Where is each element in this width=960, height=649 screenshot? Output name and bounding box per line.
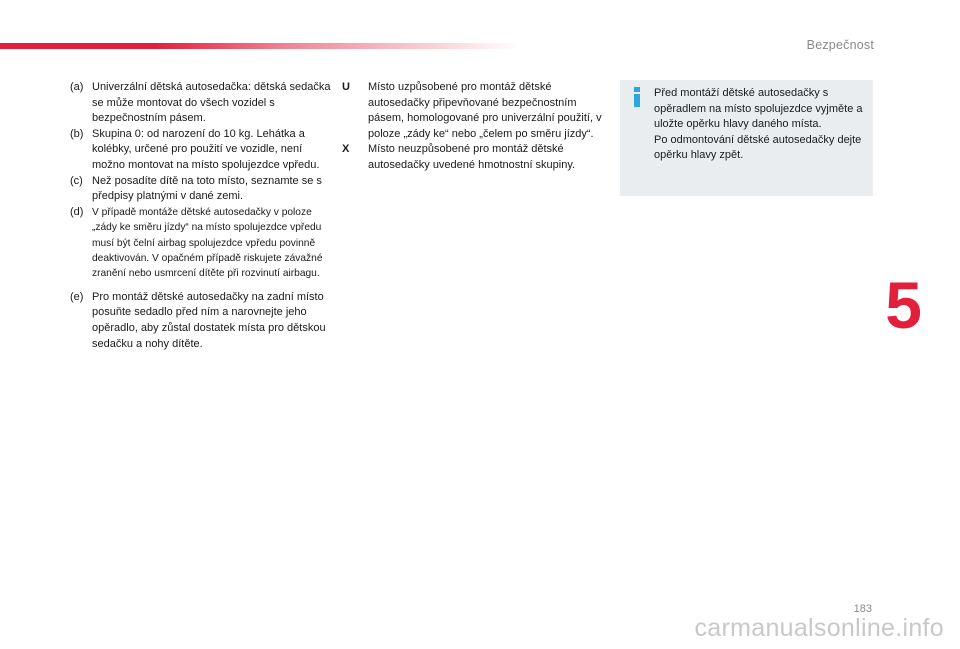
section-title: Bezpečnost xyxy=(806,38,874,52)
info-icon xyxy=(630,87,644,107)
watermark: carmanualsonline.info xyxy=(694,614,944,642)
left-column xyxy=(70,80,335,352)
footnote-text: Skupina 0: od narození do 10 kg. Lehátka a kolébky, určené pro použití ve vozidle, není možno montovat na místo spolujezdce vpředu. xyxy=(92,127,320,171)
footnote-text: Než posadíte dítě na toto místo, seznamte se s předpisy platnými v dané zemi. xyxy=(92,174,322,203)
legend-key: U xyxy=(342,81,350,93)
legend-key: X xyxy=(342,143,350,156)
footnote-a xyxy=(70,80,335,127)
footnote-text: Pro montáž dětské autosedačky na zadní místo posuňte sedadlo před ním a narovnejte jeho opěradlo, aby zůstal dostatek místa pro dětskou sedačku a nohy dítěte. xyxy=(92,290,326,350)
footnote-key: (d) xyxy=(70,205,84,218)
info-box xyxy=(620,80,873,196)
info-text xyxy=(654,86,864,164)
footnote-b xyxy=(70,127,335,174)
info-paragraph-2: Po odmontování dětské autosedačky dejte opěrku hlavy zpět. xyxy=(654,133,862,162)
info-paragraph-1: Před montáží dětské autosedačky s opěradlem na místo spolujezdce vyjměte a uložte opěrku hlavy daného místa. xyxy=(654,87,863,131)
page-number: 183 xyxy=(853,603,872,615)
legend-text: Místo neuzpůsobené pro montáž dětské autosedačky uvedené hmotnostní skupiny. xyxy=(368,143,576,171)
footnote-text: Univerzální dětská autosedačka: dětská sedačka se může montovat do všech vozidel s bezpečnostním pásem. xyxy=(92,81,331,125)
legend-text: Místo uzpůsobené pro montáž dětské autosedačky připevňované bezpečnostním pásem, homologované pro univerzální použití, v poloze „zády ke“ nebo „čelem po směru jízdy“. xyxy=(368,81,602,140)
footnote-key: (a) xyxy=(70,81,84,93)
footnote-c xyxy=(70,174,335,205)
footnote-key: (e) xyxy=(70,290,84,303)
footnote-key: (c) xyxy=(70,174,83,187)
chapter-number: 5 xyxy=(885,268,922,342)
header-accent-bar xyxy=(0,43,520,49)
legend-u xyxy=(342,80,604,142)
footnote-text: V případě montáže dětské autosedačky v poloze „zády ke směru jízdy“ na místo spolujezdce vpředu musí být čelní airbag spolujezdce vpředu povinně deaktivován. V opačném případě riskujete závažné zranění nebo usmrcení dítěte při rozvinutí airbagu. xyxy=(92,206,323,280)
legend-x xyxy=(342,142,604,173)
middle-column xyxy=(342,80,604,174)
footnote-e xyxy=(70,290,335,352)
footnote-d xyxy=(70,205,335,282)
footnote-key: (b) xyxy=(70,127,84,140)
